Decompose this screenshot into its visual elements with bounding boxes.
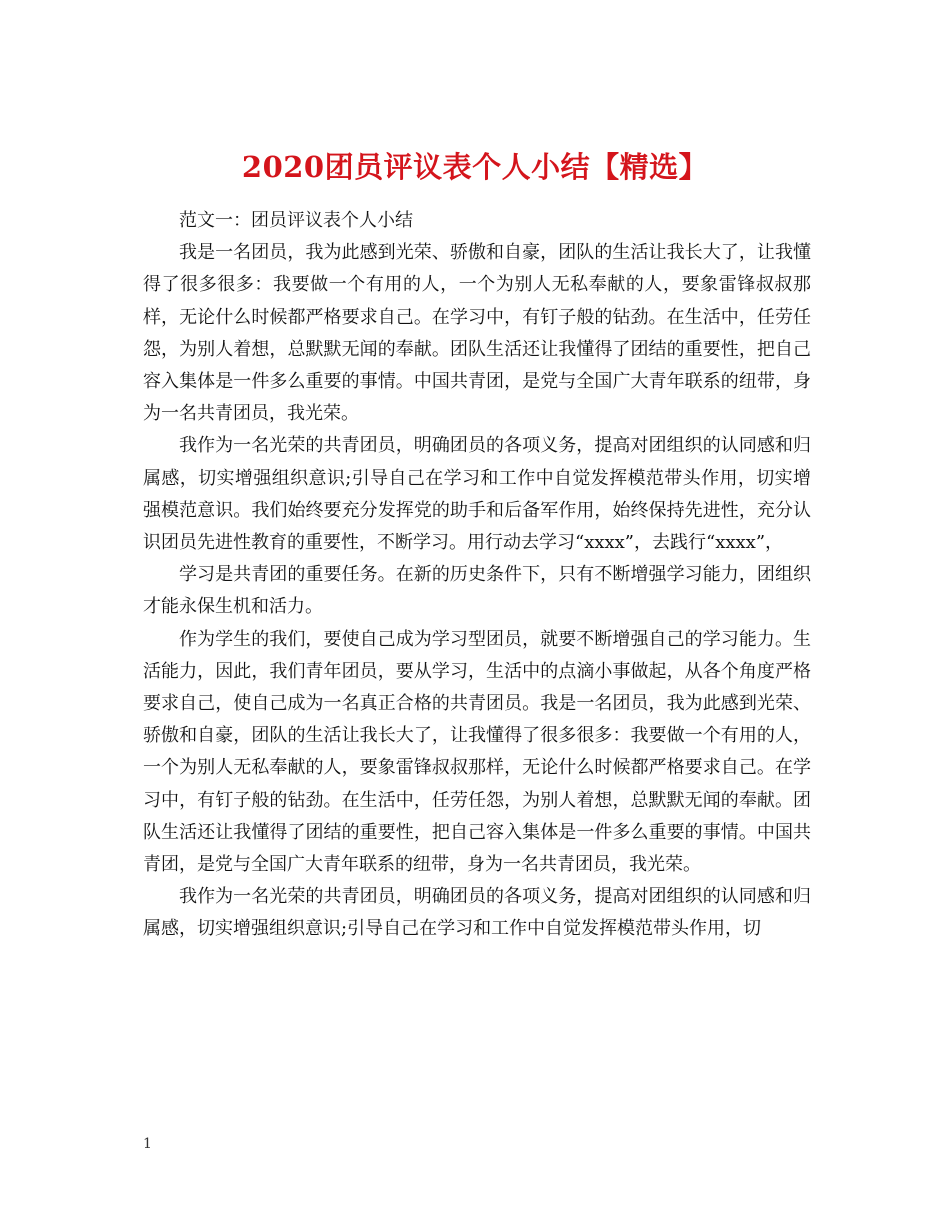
paragraph: 我作为一名光荣的共青团员，明确团员的各项义务，提高对团组织的认同感和归属感，切实增强组织意识;引导自己在学习和工作中自觉发挥模范带头作用，切: [143, 886, 811, 940]
page-number: 1: [143, 1136, 152, 1152]
paragraph: 学习是共青团的重要任务。在新的历史条件下，只有不断增强学习能力，团组织才能永保生机和活力。: [143, 564, 811, 618]
document-body: [143, 205, 811, 946]
paragraph: 我是一名团员，我为此感到光荣、骄傲和自豪，团队的生活让我长大了，让我懂得了很多很多：我要做一个有用的人，一个为别人无私奉献的人，要象雷锋叔叔那样，无论什么时候都严格要求自己。在学习中，有钉子般的钻劲。在生活中，任劳任怨，为别人着想，总默默无闻的奉献。团队生活还让我懂得了团结的重要性，把自己容入集体是一件多么重要的事情。中国共青团，是党与全国广大青年联系的纽带，身为一名共青团员，我光荣。: [143, 242, 811, 425]
paragraph: 我作为一名光荣的共青团员，明确团员的各项义务，提高对团组织的认同感和归属感，切实增强组织意识;引导自己在学习和工作中自觉发挥模范带头作用，切实增强模范意识。我们始终要充分发挥党的助手和后备军作用，始终保持先进性，充分认识团员先进性教育的重要性，不断学习。用行动去学习“xxxx”，去践行“xxxx”，: [143, 435, 811, 554]
document-title: 2020团员评议表个人小结【精选】: [241, 150, 709, 185]
paragraph: 作为学生的我们，要使自己成为学习型团员，就要不断增强自己的学习能力。生活能力，因此，我们青年团员，要从学习，生活中的点滴小事做起，从各个角度严格要求自己，使自己成为一名真正合格的共青团员。我是一名团员，我为此感到光荣、骄傲和自豪，团队的生活让我长大了，让我懂得了很多很多：我要做一个有用的人，一个为别人无私奉献的人，要象雷锋叔叔那样，无论什么时候都严格要求自己。在学习中，有钉子般的钻劲。在生活中，任劳任怨，为别人着想，总默默无闻的奉献。团队生活还让我懂得了团结的重要性，把自己容入集体是一件多么重要的事情。中国共青团，是党与全国广大青年联系的纽带，身为一名共青团员，我光荣。: [143, 628, 811, 876]
paragraph-heading: 范文一：团员评议表个人小结: [179, 210, 413, 231]
